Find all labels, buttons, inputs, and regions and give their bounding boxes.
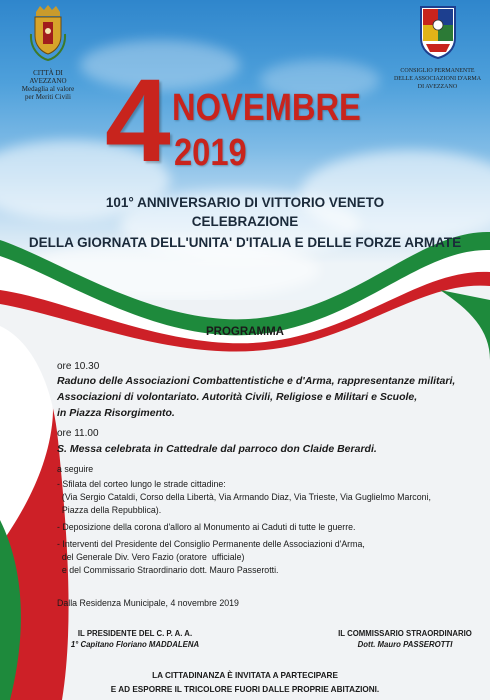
signature-president [60, 628, 210, 650]
a-seguire: a seguire [57, 464, 94, 474]
program-item-1-route: (Via Sergio Cataldi, Corso della Libertà, Via Armando Diaz, Via Trieste, Via Guglielmo Marconi, [57, 492, 431, 502]
anniversary-line: 101° ANNIVERSARIO DI VITTORIO VENETO [105, 195, 385, 210]
program-item-3: - Interventi del Presidente del Consiglio Permanente delle Associazioni d'Arma, [57, 539, 365, 549]
signature-commissioner [330, 628, 480, 650]
program-item-1: - Sfilata del corteo lungo le strade cittadine: [57, 479, 226, 489]
title-month: NOVEMBRE [172, 87, 361, 129]
time-1: ore 10.30 [57, 361, 100, 372]
commissioner-name: Dott. Mauro PASSEROTTI [357, 640, 453, 649]
event-1-line-2: Associazioni di volontariato. Autorità Civili, Religiose e Militari e Scuole, [57, 391, 418, 403]
council-caption: CONSIGLIO PERMANENTE DELLE ASSOCIAZIONI D'ARMA DI AVEZZANO [393, 68, 482, 90]
title-day: 4 [105, 55, 167, 187]
celebration-line: CELEBRAZIONE [191, 214, 299, 229]
event-1-line-3: in Piazza Risorgimento. [57, 407, 175, 419]
president-title: IL PRESIDENTE DEL C. P. A. A. [77, 629, 193, 638]
program-item-1-route-end: Piazza della Repubblica). [57, 505, 162, 515]
program-item-3-commissioner: e del Commissario Straordinario dott. Mauro Passerotti. [57, 565, 279, 575]
program-item-3-speaker: del Generale Div. Vero Fazio (oratore ufficiale) [57, 552, 245, 562]
event-2: S. Messa celebrata in Cattedrale dal parroco don Claide Berardi. [57, 443, 377, 455]
event-1-line-1: Raduno delle Associazioni Combattentistiche e d'Arma, rappresentanze militari, [57, 375, 456, 387]
commissioner-title: IL COMMISSARIO STRAORDINARIO [338, 629, 472, 638]
city-caption: CITTÀ DI AVEZZANO Medaglia al valore per Meriti Civili [21, 69, 75, 101]
programma-heading: PROGRAMMA [206, 326, 284, 338]
program-item-2: - Deposizione della corona d'alloro al Monumento ai Caduti di tutte le guerre. [57, 522, 356, 532]
footer-tricolore: E AD ESPORRE IL TRICOLORE FUORI DALLE PROPRIE ABITAZIONI. [110, 685, 380, 694]
president-name: 1° Capitano Floriano MADDALENA [70, 640, 200, 649]
date-line: Dalla Residenza Municipale, 4 novembre 2019 [57, 598, 239, 608]
time-2: ore 11.00 [57, 428, 99, 439]
footer-invite: LA CITTADINANZA È INVITATA A PARTECIPARE [152, 671, 338, 680]
title-year: 2019 [174, 132, 247, 174]
celebration-subject-line: DELLA GIORNATA DELL'UNITA' D'ITALIA E DELLE FORZE ARMATE [28, 235, 462, 250]
